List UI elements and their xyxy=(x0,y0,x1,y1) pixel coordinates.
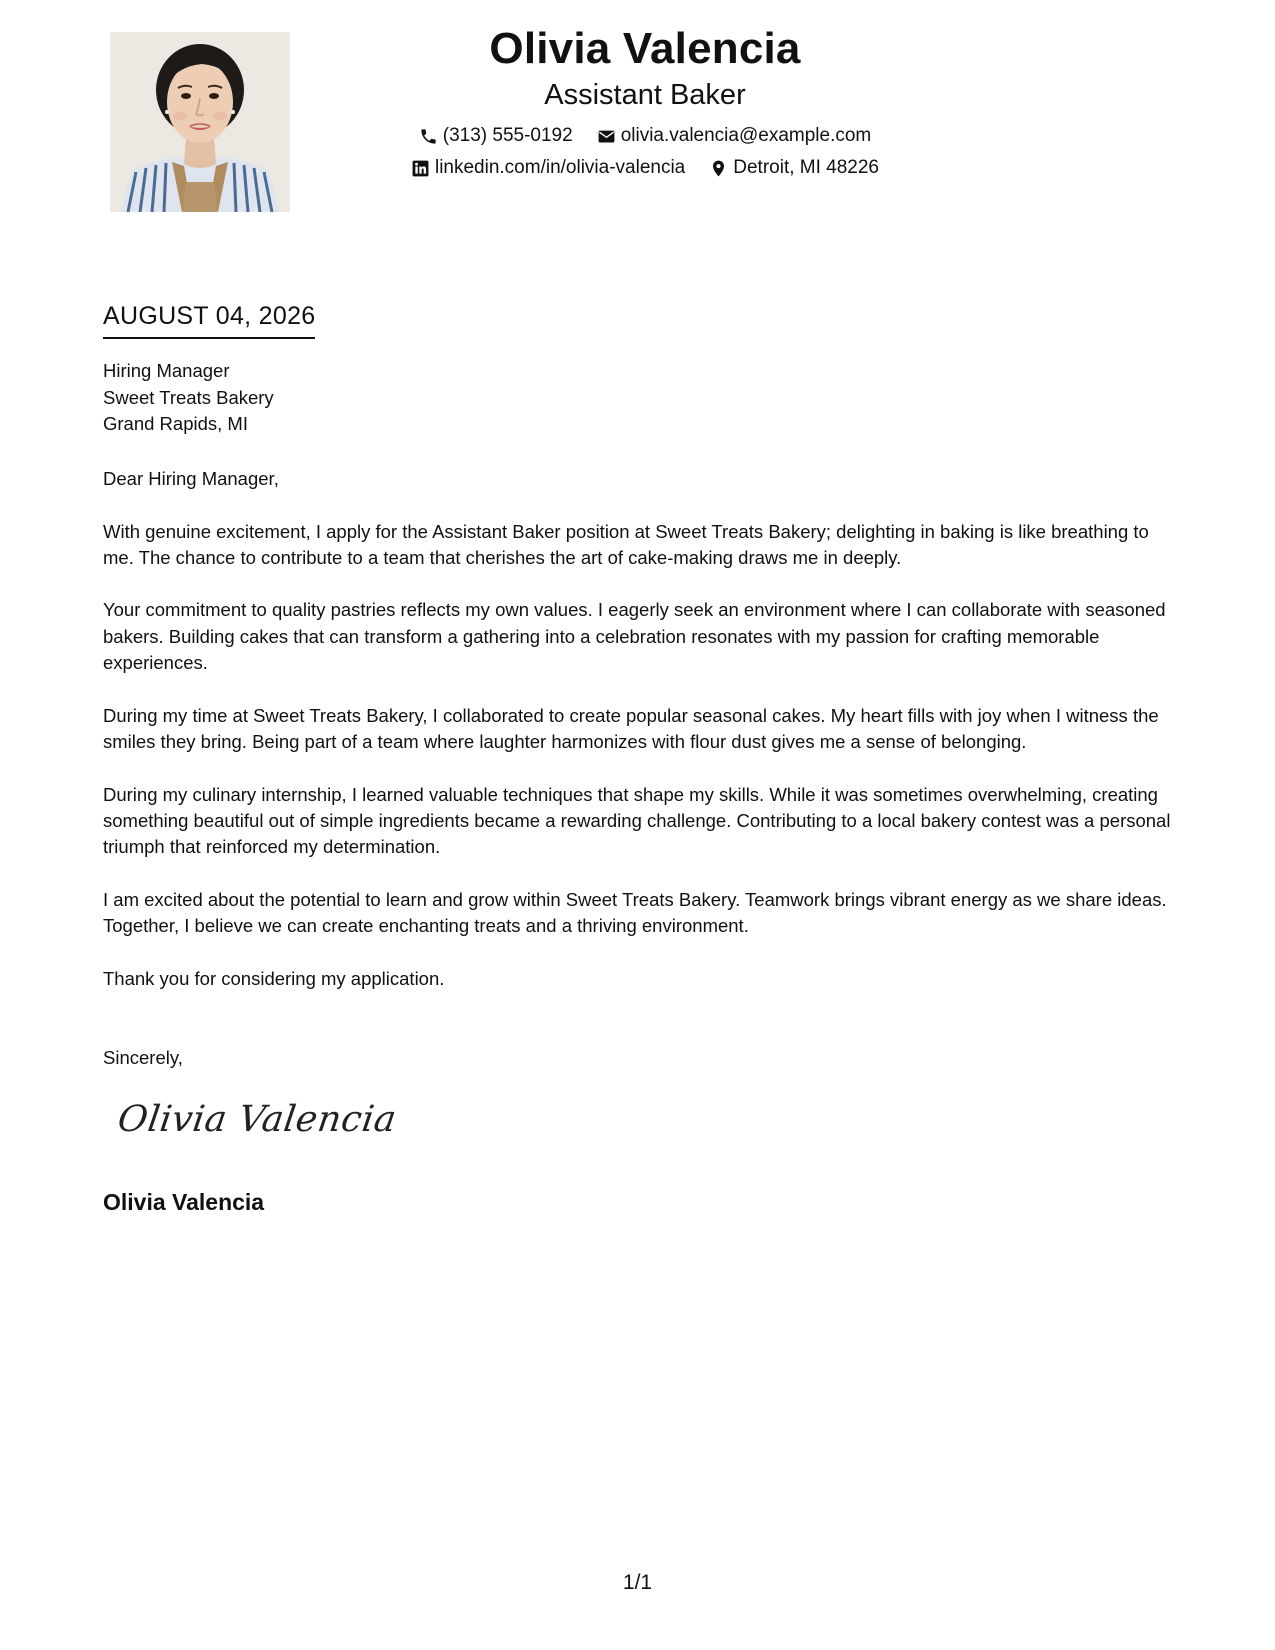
envelope-icon xyxy=(597,127,616,146)
paragraph: I am excited about the potential to learn and grow within Sweet Treats Bakery. Teamwork brings vibrant energy as we share ideas. Together, I believe we can create enchanting treats and a thriving environment. xyxy=(103,888,1167,937)
contact-linkedin[interactable] xyxy=(411,152,685,184)
page-number: 1/1 xyxy=(622,1571,653,1594)
signed-name: Olivia Valencia xyxy=(103,1189,265,1215)
profile-photo xyxy=(110,32,290,212)
closing: Sincerely, xyxy=(103,1047,183,1068)
contact-row-2 xyxy=(330,152,960,184)
contact-email[interactable] xyxy=(597,120,872,152)
contact-location xyxy=(709,152,879,184)
paragraph: During my culinary internship, I learned valuable techniques that shape my skills. While it was sometimes overwhelming, creating something beautiful out of simple ingredients became a rewarding challenge. Contributing to a local bakery contest was a personal triumph that reinforced my determination. xyxy=(103,783,1171,858)
letter-date: AUGUST 04, 2026 xyxy=(103,297,315,339)
letter-body xyxy=(103,466,1178,1018)
linkedin-icon xyxy=(411,159,430,178)
job-title: Assistant Baker xyxy=(544,79,746,111)
recipient-block xyxy=(103,358,274,438)
handwritten-signature: Olivia Valencia xyxy=(115,1099,400,1140)
applicant-name: Olivia Valencia xyxy=(489,24,801,73)
recipient-name: Hiring Manager xyxy=(103,360,230,381)
paragraph: Your commitment to quality pastries reflects my own values. I eagerly seek an environment where I can collaborate with seasoned bakers. Building cakes that can transform a gathering into a celebration resonates with my passion for crafting memorable experiences. xyxy=(103,599,1166,674)
location-text: Detroit, MI 48226 xyxy=(733,157,880,178)
linkedin-url: linkedin.com/in/olivia-valencia xyxy=(434,157,686,178)
email-address: olivia.valencia@example.com xyxy=(620,125,872,146)
recipient-company: Sweet Treats Bakery xyxy=(103,386,274,408)
contact-phone[interactable] xyxy=(419,120,573,152)
contact-row-1 xyxy=(330,120,960,152)
header xyxy=(330,20,960,184)
thank-you-line: Thank you for considering my application. xyxy=(103,967,445,989)
map-pin-icon xyxy=(709,159,728,178)
phone-icon xyxy=(419,127,438,146)
paragraph: During my time at Sweet Treats Bakery, I collaborated to create popular seasonal cakes. My heart fills with joy when I witness the smiles they bring. Being part of a team where laughter harmonizes with flour dust gives me a sense of belonging. xyxy=(103,704,1159,752)
recipient-city: Grand Rapids, MI xyxy=(103,413,248,434)
paragraph: With genuine excitement, I apply for the Assistant Baker position at Sweet Treats Bakery; delighting in baking is like breathing to me. The chance to contribute to a team that cherishes the art of cake-making draws me in deeply. xyxy=(103,520,1149,568)
phone-number: (313) 555-0192 xyxy=(442,125,573,146)
salutation: Dear Hiring Manager, xyxy=(103,468,279,489)
